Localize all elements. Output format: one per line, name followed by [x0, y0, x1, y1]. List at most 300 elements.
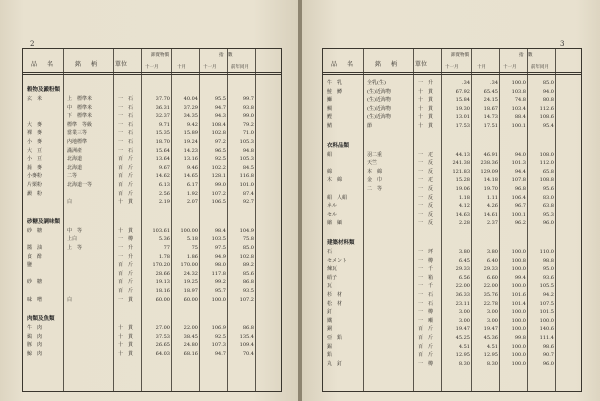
index-previous-year: 79.2 — [242, 121, 254, 128]
header-brand: 銘 柄 — [75, 61, 100, 68]
price-november: 4.51 — [458, 343, 470, 350]
price-october: 3.80 — [486, 249, 498, 255]
price-october: 13.16 — [183, 156, 198, 163]
item-name: 食 酢 — [27, 253, 43, 260]
price-october: 1.92 — [186, 190, 198, 197]
index-previous-year: 111.4 — [539, 335, 554, 341]
price-october: 2.37 — [486, 220, 498, 227]
item-name: 銅 — [327, 326, 333, 333]
item-brand: 北海道一等 — [67, 182, 93, 188]
item-unit: 一 石 — [418, 300, 434, 307]
price-october: 24.15 — [483, 97, 498, 104]
item-unit: 一 反 — [418, 220, 434, 227]
price-november: 241.38 — [452, 160, 470, 167]
item-name: 釘 — [327, 309, 333, 316]
price-november: 2.56 — [158, 190, 170, 197]
index-previous-year: 135.4 — [239, 333, 254, 340]
price-november: 15.84 — [455, 97, 470, 104]
price-november: 27.00 — [155, 325, 170, 332]
index-november: 99.4 — [514, 274, 526, 281]
index-november: 101.6 — [511, 292, 526, 298]
index-previous-year: 85.0 — [242, 245, 254, 251]
index-previous-year: 98.8 — [542, 257, 554, 264]
item-unit: 一 樽 — [118, 236, 134, 243]
item-unit: 十 貫 — [118, 342, 134, 349]
index-november: 128.1 — [211, 173, 226, 180]
price-november: 2.28 — [458, 220, 470, 227]
item-unit: 一 千 — [418, 283, 434, 290]
price-october: 24.80 — [183, 342, 198, 349]
item-brand: 北海道 — [67, 164, 83, 171]
price-october: 37.29 — [183, 104, 198, 111]
index-previous-year: 93.5 — [242, 288, 254, 294]
price-october: 12.95 — [483, 352, 498, 359]
item-unit: 一 石 — [118, 96, 134, 102]
item-unit: 十 貫 — [118, 227, 134, 234]
index-november: 101.4 — [511, 300, 526, 307]
item-unit: 一 反 — [418, 168, 434, 175]
index-previous-year: 140.6 — [539, 326, 554, 333]
item-name: 石 — [327, 249, 333, 255]
index-previous-year: 108.6 — [539, 114, 554, 121]
index-previous-year: 95.6 — [542, 186, 554, 192]
index-previous-year: 87.4 — [242, 190, 254, 197]
price-october: 29.33 — [483, 266, 498, 273]
index-previous-year: 108.0 — [539, 151, 554, 158]
index-previous-year: 71.0 — [242, 130, 254, 137]
item-name: 丸 釘 — [327, 360, 343, 367]
index-previous-year: 93.8 — [242, 104, 254, 111]
item-unit: 一 疋 — [418, 177, 434, 184]
index-previous-year: 105.3 — [239, 139, 254, 145]
index-previous-year: 63.8 — [542, 203, 554, 210]
price-october: 1.86 — [186, 253, 198, 260]
item-unit: 十 貫 — [418, 114, 434, 121]
index-november: 106.9 — [211, 325, 226, 332]
index-november: 103.8 — [511, 88, 526, 95]
item-unit: 一 石 — [118, 130, 134, 137]
index-november: 100.0 — [511, 360, 526, 367]
price-november: 77 — [163, 245, 170, 251]
price-november: 13.64 — [155, 156, 170, 163]
index-november: 96.8 — [514, 186, 526, 192]
price-november: 36.31 — [155, 104, 170, 111]
item-unit: 百 斤 — [418, 335, 434, 341]
item-brand: 上白 — [67, 236, 78, 243]
price-october: 38.45 — [183, 333, 198, 340]
index-previous-year: 94.8 — [242, 147, 254, 154]
item-name: 鰹 — [327, 114, 333, 121]
item-unit: 百 斤 — [418, 352, 434, 359]
price-october: 4.51 — [486, 343, 498, 350]
price-november: 3.80 — [458, 249, 470, 255]
item-unit: 十 貫 — [118, 199, 134, 206]
price-november: 4.12 — [458, 203, 470, 210]
item-unit: 一 反 — [418, 186, 434, 192]
price-october: 40.04 — [183, 96, 198, 102]
item-unit: 一 坪 — [418, 249, 434, 255]
item-name: 縮 緬 — [327, 220, 343, 227]
item-brand: 下 標準米 — [67, 113, 93, 120]
index-previous-year: 109.4 — [239, 342, 254, 349]
price-october: 3.00 — [486, 309, 498, 316]
item-brand: 二 等 — [367, 186, 383, 192]
header-index-group: 指 數 — [219, 53, 233, 58]
item-unit: 百 斤 — [118, 173, 134, 180]
header-unit: 單位 — [115, 61, 128, 68]
item-name: 錫 — [327, 343, 333, 350]
index-november: 100.0 — [511, 283, 526, 290]
item-name: セル — [327, 211, 338, 218]
index-november: 100.0 — [511, 249, 526, 255]
price-october: 75 — [191, 245, 198, 251]
item-unit: 一 箱 — [418, 274, 434, 281]
price-october: 19.70 — [483, 186, 498, 192]
index-november: 100.0 — [511, 326, 526, 333]
index-previous-year: 99.0 — [242, 113, 254, 120]
index-november: 96.5 — [214, 147, 226, 154]
item-brand: 中 等 — [67, 227, 83, 234]
price-october: 60.00 — [183, 296, 198, 303]
index-november: 98.4 — [214, 227, 226, 234]
header-rule — [323, 74, 581, 75]
index-november: 94.0 — [514, 151, 526, 158]
index-previous-year: 65.8 — [542, 168, 554, 175]
item-brand: 天竺 — [367, 160, 378, 167]
item-name: 鉛 — [327, 352, 333, 359]
price-november: 37.53 — [155, 333, 170, 340]
index-previous-year: 80.8 — [542, 97, 554, 104]
index-previous-year: 84.5 — [242, 164, 254, 171]
item-name: 硝子 — [327, 274, 338, 281]
item-unit: 百 斤 — [418, 326, 434, 333]
price-october: 34.35 — [183, 113, 198, 120]
index-november: 94.4 — [514, 168, 526, 175]
right-page — [302, 0, 600, 401]
price-november: 28.66 — [155, 270, 170, 277]
index-november: 94.7 — [214, 104, 226, 111]
price-november: 1.18 — [458, 194, 470, 201]
price-november: 18.70 — [155, 139, 170, 145]
index-november: 100.0 — [511, 343, 526, 350]
item-unit: 一 石 — [418, 292, 434, 298]
header-index-prev: 前年同月 — [531, 65, 549, 70]
price-november: 103.61 — [152, 227, 170, 234]
section-title: 肉類及魚類 — [27, 316, 55, 323]
index-previous-year: 112.6 — [539, 105, 554, 112]
item-name: 味 噌 — [27, 296, 43, 303]
item-unit: 一 樽 — [418, 257, 434, 264]
price-november: 14.63 — [455, 211, 470, 218]
price-november: 9.67 — [158, 164, 170, 171]
item-unit: 一 石 — [118, 139, 134, 145]
item-brand: 上 等 — [67, 245, 83, 251]
section-title: 衣料品類 — [327, 142, 350, 149]
item-name: 牛 乳 — [327, 80, 343, 86]
item-unit: 一 樽 — [418, 309, 434, 316]
price-october: 14.18 — [483, 177, 498, 184]
index-november: 95.5 — [214, 96, 226, 102]
index-november: 99.8 — [514, 335, 526, 341]
index-previous-year: 85.0 — [542, 80, 554, 86]
index-previous-year: 85.6 — [242, 270, 254, 277]
item-unit: 十 貫 — [418, 97, 434, 104]
index-previous-year: 116.8 — [239, 173, 254, 180]
header-price-group: 卸賣物價 — [151, 53, 169, 58]
index-november: 100.0 — [511, 352, 526, 359]
index-november: 117.8 — [211, 270, 226, 277]
price-october: 65.45 — [483, 88, 498, 95]
item-unit: 一 石 — [118, 121, 134, 128]
item-name: 瓦 — [327, 283, 333, 290]
item-unit: 十 貫 — [118, 351, 134, 357]
item-brand: 標準 等級 — [67, 121, 93, 128]
item-brand: 白 — [67, 296, 73, 303]
price-november: 12.95 — [455, 352, 470, 359]
price-november: 15.35 — [155, 130, 170, 137]
index-previous-year: 98.6 — [542, 343, 554, 350]
section-title: 砂糖及調味類 — [27, 218, 61, 225]
index-november: 103.5 — [211, 236, 226, 243]
index-november: 98.0 — [214, 262, 226, 269]
table-row — [23, 350, 281, 359]
price-october: 19.47 — [483, 326, 498, 333]
price-november: 3.00 — [458, 309, 470, 316]
item-name: 大 豆 — [27, 147, 43, 154]
price-november: 9.71 — [158, 121, 170, 128]
item-name: 澱 粉 — [27, 190, 43, 197]
index-previous-year: 107.5 — [539, 300, 554, 307]
item-unit: 百 斤 — [418, 343, 434, 350]
index-previous-year: 83.0 — [542, 194, 554, 201]
price-november: .34 — [462, 80, 470, 86]
index-previous-year: 95.4 — [542, 123, 554, 129]
price-october: 19.25 — [183, 279, 198, 286]
price-october: 18.97 — [183, 288, 198, 294]
item-unit: 百 斤 — [118, 288, 134, 294]
index-november: 97.5 — [214, 245, 226, 251]
item-name: 絹 — [327, 151, 333, 158]
item-unit: 一 千 — [418, 266, 434, 273]
item-name: 玄 米 — [27, 96, 43, 102]
index-previous-year: 105.5 — [539, 283, 554, 290]
price-october: 129.09 — [480, 168, 498, 175]
index-november: 100.0 — [511, 309, 526, 316]
price-november: 1.78 — [158, 253, 170, 260]
page-number: 3 — [560, 40, 565, 48]
price-table — [322, 48, 582, 392]
index-previous-year: 86.8 — [242, 279, 254, 286]
index-november: 94.9 — [214, 253, 226, 260]
item-unit: 百 斤 — [118, 164, 134, 171]
index-previous-year: 102.8 — [239, 253, 254, 260]
price-november: 3.00 — [458, 317, 470, 324]
price-november: 5.36 — [158, 236, 170, 243]
price-october: 46.91 — [483, 151, 498, 158]
index-previous-year: 107.2 — [239, 296, 254, 303]
price-october: 14.61 — [483, 211, 498, 218]
item-brand: 中 標準米 — [67, 104, 93, 111]
item-name: 煉瓦 — [327, 266, 338, 273]
price-october: 6.17 — [186, 182, 198, 188]
header-index-nov: 十一月 — [503, 65, 517, 70]
item-name: 裸 麥 — [27, 130, 43, 137]
index-previous-year: 70.4 — [242, 351, 254, 357]
index-november: 74.8 — [514, 97, 526, 104]
index-november: 108.4 — [211, 121, 226, 128]
price-october: 9.46 — [186, 164, 198, 171]
item-name: 杉 材 — [327, 292, 343, 298]
header-price-nov: 十一月 — [445, 65, 459, 70]
item-unit: 百 斤 — [118, 190, 134, 197]
item-brand: (生)近海物 — [367, 114, 391, 121]
index-november: 107.8 — [511, 177, 526, 184]
item-name: 小麥粉 — [27, 173, 43, 180]
index-november: 100.0 — [211, 296, 226, 303]
item-name: 鷄 肉 — [27, 333, 43, 340]
item-name: 醬 油 — [27, 245, 43, 251]
price-october: 35.76 — [483, 292, 498, 298]
item-name: セメント — [327, 257, 348, 264]
item-unit: 十 貫 — [418, 105, 434, 112]
index-previous-year: 90.7 — [542, 352, 554, 359]
price-november: 19.30 — [455, 105, 470, 112]
item-name: 砂 糖 — [27, 279, 43, 286]
item-brand: 滿洲產 — [67, 147, 83, 154]
price-october: 170.00 — [180, 262, 198, 269]
header-unit: 單位 — [415, 61, 428, 68]
price-october: 3.00 — [486, 317, 498, 324]
item-unit: 十 貫 — [418, 123, 434, 129]
index-previous-year: 75.8 — [242, 236, 254, 243]
price-november: 121.83 — [452, 168, 470, 175]
header-rule — [23, 72, 281, 73]
item-brand: (生)近海物 — [367, 97, 391, 104]
price-october: 8.30 — [486, 360, 498, 367]
index-previous-year: 105.3 — [239, 156, 254, 163]
index-previous-year: 92.7 — [242, 199, 254, 206]
price-october: 17.51 — [483, 123, 498, 129]
price-october: 19.24 — [183, 139, 198, 145]
header-index-group: 指 數 — [519, 53, 533, 58]
price-november: 22.00 — [455, 283, 470, 290]
price-november: 45.25 — [455, 335, 470, 341]
price-november: 23.11 — [455, 300, 470, 307]
index-previous-year: 93.6 — [542, 274, 554, 281]
item-name: 松 材 — [327, 300, 343, 307]
index-previous-year: 112.0 — [539, 160, 554, 167]
item-unit: 一 升 — [118, 253, 134, 260]
index-november: 97.2 — [214, 139, 226, 145]
header-price-oct: 十月 — [177, 65, 186, 70]
price-november: 37.70 — [155, 96, 170, 102]
item-unit: 百 斤 — [118, 182, 134, 188]
index-november: 102.8 — [211, 130, 226, 137]
price-november: 6.56 — [458, 274, 470, 281]
index-previous-year: 101.5 — [539, 309, 554, 316]
item-name: 鯖 — [327, 123, 333, 129]
index-november: 101.3 — [511, 160, 526, 167]
price-october: 14.23 — [183, 147, 198, 154]
price-november: 6.13 — [158, 182, 170, 188]
price-november: 44.13 — [455, 151, 470, 158]
header-item: 品 名 — [31, 61, 56, 68]
index-november: 96.7 — [514, 203, 526, 210]
item-unit: 一 升 — [118, 245, 134, 251]
item-name: 大 麥 — [27, 121, 43, 128]
item-unit: 十 貫 — [118, 333, 134, 340]
price-november: 67.92 — [455, 88, 470, 95]
price-october: 2.07 — [186, 199, 198, 206]
price-october: 9.42 — [186, 121, 198, 128]
index-previous-year: 94.0 — [542, 88, 554, 95]
index-november: 103.4 — [511, 105, 526, 112]
price-november: 18.16 — [155, 288, 170, 294]
index-november: 107.2 — [211, 190, 226, 197]
item-name: 蕎 麥 — [27, 164, 43, 171]
index-november: 92.5 — [214, 333, 226, 340]
index-november: 92.5 — [214, 156, 226, 163]
price-november: 29.33 — [455, 266, 470, 273]
index-previous-year: 96.0 — [542, 360, 554, 367]
index-november: 94.3 — [214, 113, 226, 120]
header-index-nov: 十一月 — [203, 65, 217, 70]
price-table — [22, 48, 282, 392]
item-name: ネル — [327, 203, 338, 210]
price-october: .34 — [490, 80, 498, 86]
index-previous-year: 110.0 — [539, 249, 554, 255]
item-brand: (生)近海物 — [367, 105, 391, 112]
price-november: 19.47 — [455, 326, 470, 333]
index-november: 100.0 — [511, 317, 526, 324]
item-name: 砂 糖 — [27, 227, 43, 234]
price-november: 6.45 — [458, 257, 470, 264]
price-november: 64.03 — [155, 351, 170, 357]
index-november: 100.0 — [511, 266, 526, 273]
index-november: 106.4 — [511, 194, 526, 201]
price-october: 22.78 — [483, 300, 498, 307]
index-november: 99.2 — [214, 279, 226, 286]
item-name: 絹 人絹 — [327, 194, 348, 201]
section-title: 穀物及澱粉類 — [27, 87, 61, 93]
item-name: 木 綿 — [327, 177, 343, 184]
item-unit: 一 反 — [418, 194, 434, 201]
item-name: 片栗粉 — [27, 182, 43, 188]
header-price-group: 卸賣物價 — [451, 53, 469, 58]
price-november: 19.06 — [455, 186, 470, 192]
section-title: 建築材料類 — [327, 240, 355, 246]
item-brand: 當業三等 — [67, 130, 88, 137]
price-october: 238.36 — [480, 160, 498, 167]
price-october: 4.26 — [486, 203, 498, 210]
page-number: 2 — [30, 40, 35, 48]
index-november: 88.4 — [514, 114, 526, 121]
price-october: 24.32 — [183, 270, 198, 277]
index-november: 99.0 — [214, 182, 226, 188]
item-unit: 一 貫 — [118, 296, 134, 303]
index-november: 94.7 — [214, 351, 226, 357]
index-november: 106.5 — [211, 199, 226, 206]
item-name: 小 麥 — [27, 139, 43, 145]
item-name: 牛 肉 — [27, 325, 43, 332]
table-row — [323, 360, 581, 369]
price-october: 22.00 — [483, 283, 498, 290]
item-unit: 百 斤 — [118, 270, 134, 277]
item-brand: 内地標準 — [67, 139, 88, 145]
item-unit: 十 貫 — [418, 88, 434, 95]
item-unit: 一 反 — [418, 203, 434, 210]
item-name: 亞 鉛 — [327, 335, 343, 341]
